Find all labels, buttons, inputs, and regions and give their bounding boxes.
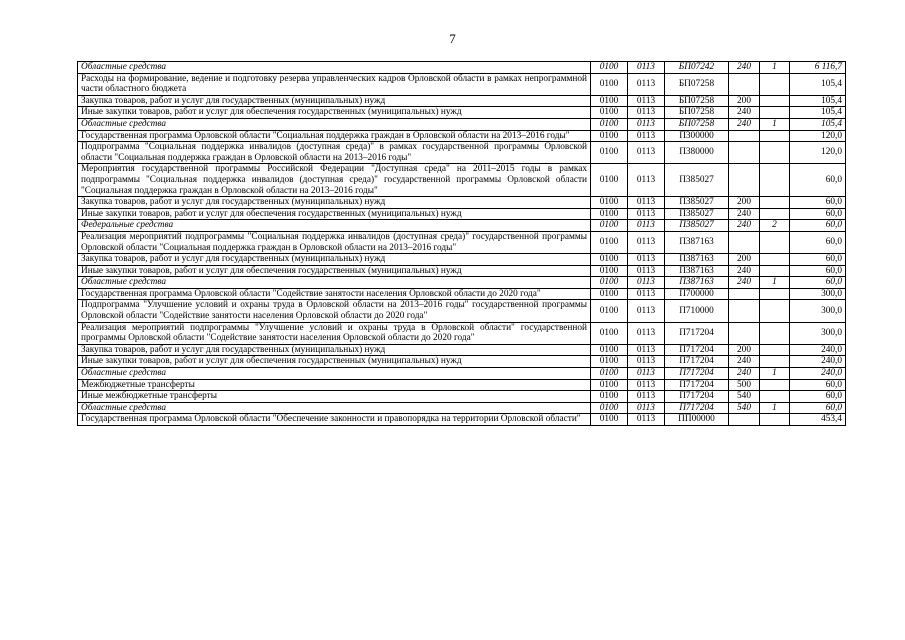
row-subsection-code: 0113	[628, 379, 665, 391]
row-amount: 105,4	[790, 95, 846, 107]
row-funding-source	[760, 130, 790, 142]
row-description: Областные средства	[78, 118, 591, 130]
row-funding-source	[760, 288, 790, 300]
row-target-article: П387163	[665, 254, 729, 266]
row-subsection-code: 0113	[628, 62, 665, 74]
row-section-code: 0100	[591, 118, 628, 130]
row-funding-source: 1	[760, 118, 790, 130]
row-section-code: 0100	[591, 288, 628, 300]
row-section-code: 0100	[591, 197, 628, 209]
row-description: Закупка товаров, работ и услуг для государственных (муниципальных) нужд	[78, 254, 591, 266]
row-subsection-code: 0113	[628, 356, 665, 368]
row-description: Иные межбюджетные трансферты	[78, 391, 591, 403]
row-target-article: П385027	[665, 164, 729, 197]
row-target-article: П717204	[665, 344, 729, 356]
row-expense-type: 200	[729, 254, 760, 266]
row-subsection-code: 0113	[628, 402, 665, 414]
row-description: Областные средства	[78, 368, 591, 380]
row-subsection-code: 0113	[628, 142, 665, 164]
row-description: Областные средства	[78, 62, 591, 74]
row-amount: 240,0	[790, 344, 846, 356]
row-subsection-code: 0113	[628, 414, 665, 426]
row-target-article: П380000	[665, 142, 729, 164]
table-row	[78, 130, 846, 142]
row-amount: 60,0	[790, 277, 846, 289]
row-section-code: 0100	[591, 277, 628, 289]
row-description: Расходы на формирование, ведение и подготовку резерва управленческих кадров Орловской области в рамках непрограммной части областного бюджета	[78, 73, 591, 95]
table-row	[78, 414, 846, 426]
row-expense-type	[729, 231, 760, 253]
row-funding-source	[760, 73, 790, 95]
row-funding-source: 1	[760, 402, 790, 414]
row-funding-source	[760, 142, 790, 164]
row-description: Подпрограмма "Социальная поддержка инвалидов (доступная среда)" в рамках государственной программы Орловской области "Социальная поддержка граждан в Орловской области на 2013–2016 годы"	[78, 142, 591, 164]
row-funding-source: 1	[760, 277, 790, 289]
table-row	[78, 344, 846, 356]
row-description: Закупка товаров, работ и услуг для государственных (муниципальных) нужд	[78, 344, 591, 356]
row-description: Закупка товаров, работ и услуг для государственных (муниципальных) нужд	[78, 197, 591, 209]
row-funding-source	[760, 300, 790, 322]
row-funding-source	[760, 197, 790, 209]
table-row	[78, 142, 846, 164]
row-funding-source: 2	[760, 220, 790, 232]
row-funding-source	[760, 254, 790, 266]
row-subsection-code: 0113	[628, 208, 665, 220]
table-row	[78, 288, 846, 300]
row-funding-source	[760, 414, 790, 426]
row-subsection-code: 0113	[628, 368, 665, 380]
row-expense-type: 240	[729, 62, 760, 74]
row-amount: 240,0	[790, 356, 846, 368]
row-description: Реализация мероприятий подпрограммы "Улучшение условий и охраны труда в Орловской области" государственной программы Орловской области "Содействие занятости населения Орловской области до 2020 года"	[78, 322, 591, 344]
row-description: Областные средства	[78, 277, 591, 289]
row-target-article: П717204	[665, 391, 729, 403]
row-target-article: П387163	[665, 265, 729, 277]
row-target-article: П700000	[665, 288, 729, 300]
row-expense-type: 200	[729, 344, 760, 356]
row-section-code: 0100	[591, 414, 628, 426]
row-target-article: БП07258	[665, 118, 729, 130]
row-section-code: 0100	[591, 164, 628, 197]
row-section-code: 0100	[591, 130, 628, 142]
row-target-article: П717204	[665, 368, 729, 380]
table-row	[78, 62, 846, 74]
row-funding-source	[760, 231, 790, 253]
row-expense-type	[729, 414, 760, 426]
budget-table	[77, 61, 846, 426]
page-number: 7	[449, 31, 456, 46]
row-amount: 240,0	[790, 368, 846, 380]
row-target-article: БП07258	[665, 73, 729, 95]
row-section-code: 0100	[591, 208, 628, 220]
row-expense-type	[729, 142, 760, 164]
row-subsection-code: 0113	[628, 265, 665, 277]
row-description: Реализация мероприятий подпрограммы "Социальная поддержка инвалидов (доступная среда)" государственной программы Орловской области "Социальная поддержка граждан в Орловской области на 2013–2016 годы"	[78, 231, 591, 253]
table-row	[78, 368, 846, 380]
row-section-code: 0100	[591, 379, 628, 391]
row-amount: 60,0	[790, 402, 846, 414]
row-subsection-code: 0113	[628, 130, 665, 142]
row-expense-type: 240	[729, 208, 760, 220]
row-section-code: 0100	[591, 265, 628, 277]
row-funding-source	[760, 95, 790, 107]
row-description: Областные средства	[78, 402, 591, 414]
table-row	[78, 118, 846, 130]
row-expense-type	[729, 164, 760, 197]
row-funding-source	[760, 356, 790, 368]
row-target-article: БП07258	[665, 107, 729, 119]
table-row	[78, 208, 846, 220]
row-amount: 60,0	[790, 391, 846, 403]
row-subsection-code: 0113	[628, 73, 665, 95]
row-funding-source	[760, 391, 790, 403]
row-expense-type: 540	[729, 391, 760, 403]
row-amount: 105,4	[790, 73, 846, 95]
table-row	[78, 402, 846, 414]
row-funding-source	[760, 164, 790, 197]
row-amount: 120,0	[790, 130, 846, 142]
row-subsection-code: 0113	[628, 164, 665, 197]
row-expense-type	[729, 300, 760, 322]
row-expense-type: 240	[729, 220, 760, 232]
row-target-article: ПП00000	[665, 414, 729, 426]
row-amount: 60,0	[790, 231, 846, 253]
row-amount: 60,0	[790, 265, 846, 277]
table-row	[78, 300, 846, 322]
row-subsection-code: 0113	[628, 197, 665, 209]
row-amount: 6 116,7	[790, 62, 846, 74]
row-funding-source	[760, 344, 790, 356]
row-amount: 60,0	[790, 164, 846, 197]
row-target-article: П717204	[665, 356, 729, 368]
row-expense-type: 200	[729, 95, 760, 107]
row-description: Иные закупки товаров, работ и услуг для обеспечения государственных (муниципальных) нужд	[78, 208, 591, 220]
row-expense-type: 240	[729, 118, 760, 130]
row-section-code: 0100	[591, 322, 628, 344]
row-expense-type: 240	[729, 368, 760, 380]
row-funding-source: 1	[760, 368, 790, 380]
row-funding-source: 1	[760, 62, 790, 74]
row-description: Межбюджетные трансферты	[78, 379, 591, 391]
row-target-article: П385027	[665, 220, 729, 232]
row-amount: 300,0	[790, 288, 846, 300]
row-target-article: БП07258	[665, 95, 729, 107]
row-subsection-code: 0113	[628, 107, 665, 119]
row-amount: 60,0	[790, 379, 846, 391]
row-target-article: П387163	[665, 277, 729, 289]
row-description: Иные закупки товаров, работ и услуг для обеспечения государственных (муниципальных) нужд	[78, 107, 591, 119]
row-subsection-code: 0113	[628, 95, 665, 107]
row-section-code: 0100	[591, 95, 628, 107]
row-amount: 300,0	[790, 322, 846, 344]
row-description: Подпрограмма "Улучшение условий и охраны труда в Орловской области на 2013–2016 годы" государственной программы Орловской области "Содействие занятости населения Орловской области до 2020 года"	[78, 300, 591, 322]
row-section-code: 0100	[591, 220, 628, 232]
row-funding-source	[760, 379, 790, 391]
table-row	[78, 391, 846, 403]
table-row	[78, 107, 846, 119]
row-target-article: П710000	[665, 300, 729, 322]
table-row	[78, 95, 846, 107]
row-section-code: 0100	[591, 142, 628, 164]
row-amount: 120,0	[790, 142, 846, 164]
row-target-article: БП07242	[665, 62, 729, 74]
row-subsection-code: 0113	[628, 220, 665, 232]
table-row	[78, 356, 846, 368]
row-expense-type	[729, 73, 760, 95]
row-subsection-code: 0113	[628, 300, 665, 322]
row-target-article: П717204	[665, 402, 729, 414]
row-section-code: 0100	[591, 62, 628, 74]
row-subsection-code: 0113	[628, 288, 665, 300]
table-row	[78, 73, 846, 95]
row-description: Государственная программа Орловской области "Обеспечение законности и правопорядка на территории Орловской области"	[78, 414, 591, 426]
row-description: Государственная программа Орловской области "Содействие занятости населения Орловской области до 2020 года"	[78, 288, 591, 300]
row-funding-source	[760, 322, 790, 344]
table-row	[78, 379, 846, 391]
row-subsection-code: 0113	[628, 118, 665, 130]
row-expense-type: 200	[729, 197, 760, 209]
row-amount: 300,0	[790, 300, 846, 322]
row-target-article: П717204	[665, 322, 729, 344]
row-description: Закупка товаров, работ и услуг для государственных (муниципальных) нужд	[78, 95, 591, 107]
table-row	[78, 220, 846, 232]
table-row	[78, 254, 846, 266]
table-row	[78, 197, 846, 209]
row-target-article: П387163	[665, 231, 729, 253]
row-section-code: 0100	[591, 231, 628, 253]
row-amount: 453,4	[790, 414, 846, 426]
row-expense-type: 500	[729, 379, 760, 391]
row-funding-source	[760, 265, 790, 277]
table-row	[78, 277, 846, 289]
table-row	[78, 231, 846, 253]
row-target-article: П385027	[665, 197, 729, 209]
table-row	[78, 265, 846, 277]
row-funding-source	[760, 208, 790, 220]
row-target-article: П717204	[665, 379, 729, 391]
row-target-article: П385027	[665, 208, 729, 220]
row-expense-type: 240	[729, 356, 760, 368]
row-target-article: П300000	[665, 130, 729, 142]
row-description: Государственная программа Орловской области "Социальная поддержка граждан в Орловской области на 2013–2016 годы"	[78, 130, 591, 142]
row-section-code: 0100	[591, 73, 628, 95]
row-expense-type	[729, 322, 760, 344]
row-expense-type: 540	[729, 402, 760, 414]
row-amount: 60,0	[790, 254, 846, 266]
row-expense-type	[729, 130, 760, 142]
row-amount: 105,4	[790, 107, 846, 119]
row-section-code: 0100	[591, 107, 628, 119]
row-section-code: 0100	[591, 368, 628, 380]
row-funding-source	[760, 107, 790, 119]
row-expense-type: 240	[729, 265, 760, 277]
row-expense-type: 240	[729, 277, 760, 289]
row-amount: 60,0	[790, 220, 846, 232]
row-section-code: 0100	[591, 254, 628, 266]
row-section-code: 0100	[591, 391, 628, 403]
row-description: Иные закупки товаров, работ и услуг для обеспечения государственных (муниципальных) нужд	[78, 356, 591, 368]
row-subsection-code: 0113	[628, 344, 665, 356]
row-amount: 60,0	[790, 197, 846, 209]
row-amount: 60,0	[790, 208, 846, 220]
table-row	[78, 164, 846, 197]
row-section-code: 0100	[591, 356, 628, 368]
row-description: Федеральные средства	[78, 220, 591, 232]
row-subsection-code: 0113	[628, 391, 665, 403]
row-expense-type	[729, 288, 760, 300]
row-expense-type: 240	[729, 107, 760, 119]
table-row	[78, 322, 846, 344]
row-amount: 105,4	[790, 118, 846, 130]
row-subsection-code: 0113	[628, 231, 665, 253]
row-section-code: 0100	[591, 300, 628, 322]
row-section-code: 0100	[591, 402, 628, 414]
table-body	[78, 62, 846, 426]
row-description: Иные закупки товаров, работ и услуг для обеспечения государственных (муниципальных) нужд	[78, 265, 591, 277]
row-section-code: 0100	[591, 344, 628, 356]
row-subsection-code: 0113	[628, 254, 665, 266]
row-description: Мероприятия государственной программы Российской Федерации "Доступная среда" на 2011–2015 годы в рамках подпрограммы "Социальная поддержка инвалидов (доступная среда)" государственной программы Орловской области "Социальная поддержка граждан в Орловской области на 2013–2016 годы"	[78, 164, 591, 197]
row-subsection-code: 0113	[628, 277, 665, 289]
row-subsection-code: 0113	[628, 322, 665, 344]
